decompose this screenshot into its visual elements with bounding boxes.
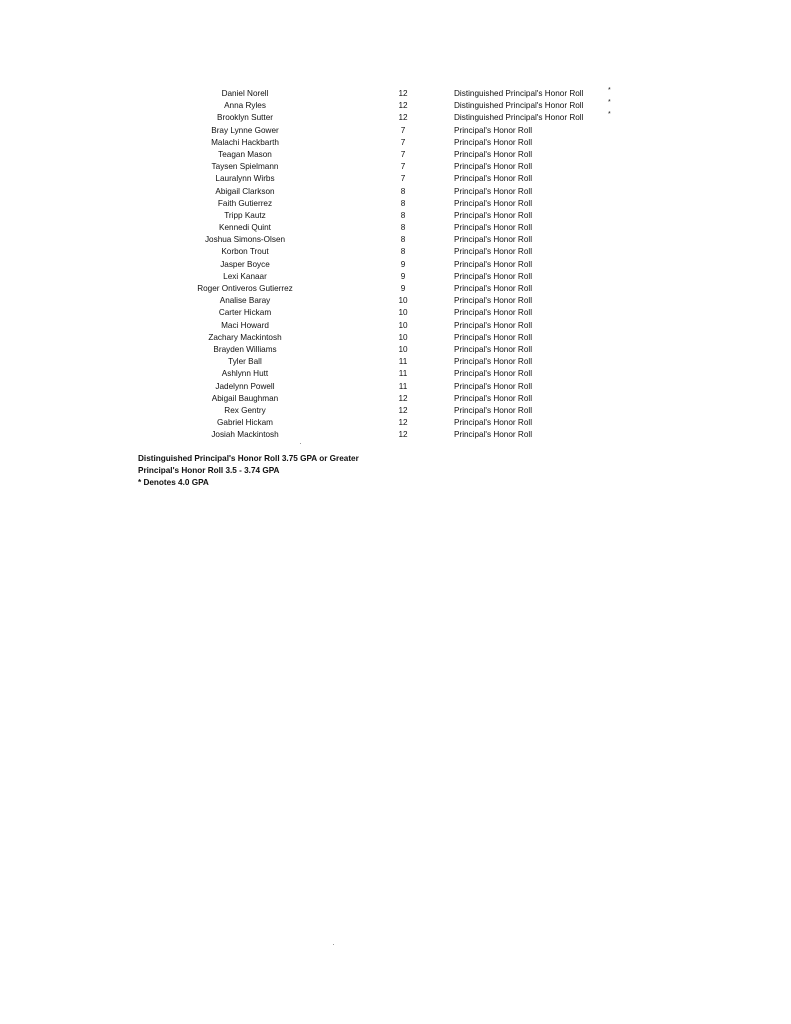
student-award: Principal's Honor Roll [454,332,533,342]
student-row [180,149,630,161]
student-award: Principal's Honor Roll [454,381,533,391]
student-award: Principal's Honor Roll [454,369,533,379]
honor-roll-list [180,88,630,441]
student-award: Principal's Honor Roll [454,137,533,147]
student-grade: 12 [398,405,408,415]
student-row [180,137,630,149]
student-row [180,173,630,185]
student-award: Principal's Honor Roll [454,149,533,159]
student-grade: 10 [398,296,408,306]
scan-speck [333,944,334,945]
student-row [180,271,630,283]
student-grade: 11 [398,369,408,379]
student-award: Principal's Honor Roll [454,198,533,208]
student-grade: 11 [398,381,408,391]
student-row [180,344,630,356]
student-row [180,381,630,393]
student-award: Principal's Honor Roll [454,186,533,196]
student-grade: 9 [400,271,406,281]
student-grade: 8 [400,247,406,257]
student-row [180,112,630,124]
student-row [180,186,630,198]
student-grade: 10 [398,344,408,354]
student-grade: 7 [400,125,406,135]
student-name: Gabriel Hickam [217,418,273,428]
student-name: Abigail Baughman [211,393,279,403]
scan-speck [300,443,301,444]
student-award: Principal's Honor Roll [454,393,533,403]
student-grade: 12 [398,430,408,440]
student-row [180,368,630,380]
student-award: Principal's Honor Roll [454,125,533,135]
student-award: Principal's Honor Roll [454,308,533,318]
student-row [180,161,630,173]
student-award: Principal's Honor Roll [454,405,533,415]
legend-asterisk: * Denotes 4.0 GPA [138,478,209,488]
student-row [180,88,630,100]
student-grade: 12 [398,113,408,123]
student-name: Faith Gutierrez [217,198,273,208]
student-name: Ashlynn Hutt [221,369,269,379]
student-name: Carter Hickam [218,308,272,318]
student-row [180,100,630,112]
student-name: Bray Lynne Gower [211,125,279,135]
student-award: Principal's Honor Roll [454,271,533,281]
student-grade: 7 [400,137,406,147]
student-row [180,222,630,234]
student-name: Brooklyn Sutter [217,113,273,123]
student-grade: 10 [398,332,408,342]
student-row [180,295,630,307]
student-award: Principal's Honor Roll [454,344,533,354]
student-grade: 7 [400,149,406,159]
student-name: Zachary Mackintosh [208,332,282,342]
student-award: Principal's Honor Roll [454,223,533,233]
student-name: Tyler Ball [228,357,262,367]
student-name: Taysen Spielmann [211,162,279,172]
student-row [180,405,630,417]
student-grade: 7 [400,174,406,184]
student-grade: 8 [400,186,406,196]
student-award: Principal's Honor Roll [454,320,533,330]
student-name: Tripp Kautz [224,210,266,220]
student-grade: 10 [398,320,408,330]
student-award: Distinguished Principal's Honor Roll [454,89,584,98]
student-row [180,417,630,429]
student-grade: 8 [400,235,406,245]
student-grade: 12 [398,393,408,403]
student-award: Principal's Honor Roll [454,247,533,257]
student-grade: 12 [398,418,408,428]
student-grade: 9 [400,284,406,293]
student-award: Distinguished Principal's Honor Roll [454,101,584,111]
student-name: Jasper Boyce [220,259,270,269]
student-name: Lexi Kanaar [223,271,267,281]
four-point-gpa-mark: * [608,99,611,107]
student-award: Principal's Honor Roll [454,418,533,428]
student-grade: 12 [398,89,408,98]
student-award: Principal's Honor Roll [454,430,533,440]
student-name: Daniel Norell [221,89,269,98]
student-row [180,307,630,319]
student-name: Abigail Clarkson [215,186,275,196]
student-grade: 11 [398,357,408,367]
student-name: Korbon Trout [221,247,269,257]
student-name: Malachi Hackbarth [211,137,279,147]
student-row [180,125,630,137]
student-row [180,198,630,210]
student-row [180,429,630,441]
student-grade: 8 [400,223,406,233]
student-name: Kennedi Quint [219,223,271,233]
student-name: Maci Howard [221,320,269,330]
student-name: Teagan Mason [218,149,272,159]
student-grade: 10 [398,308,408,318]
legend-distinguished: Distinguished Principal's Honor Roll 3.75 GPA or Greater [138,454,359,463]
student-row [180,259,630,271]
student-award: Principal's Honor Roll [454,162,533,172]
student-grade: 7 [400,162,406,172]
student-award: Principal's Honor Roll [454,296,533,306]
legend [138,453,359,490]
student-award: Principal's Honor Roll [454,235,533,245]
student-grade: 8 [400,198,406,208]
student-name: Roger Ontiveros Gutierrez [197,284,293,293]
student-grade: 9 [400,259,406,269]
student-award: Principal's Honor Roll [454,174,533,184]
student-name: Analise Baray [219,296,271,306]
student-award: Principal's Honor Roll [454,357,533,367]
student-name: Jadelynn Powell [215,381,275,391]
student-award: Distinguished Principal's Honor Roll [454,113,584,123]
student-award: Principal's Honor Roll [454,210,533,220]
student-grade: 8 [400,210,406,220]
student-name: Brayden Williams [213,344,277,354]
student-row [180,356,630,368]
four-point-gpa-mark: * [608,111,611,119]
student-row [180,332,630,344]
student-award: Principal's Honor Roll [454,284,533,293]
four-point-gpa-mark: * [608,87,611,94]
student-grade: 12 [398,101,408,111]
student-name: Josiah Mackintosh [211,430,279,440]
student-row [180,234,630,246]
legend-principal: Principal's Honor Roll 3.5 - 3.74 GPA [138,466,280,476]
student-row [180,246,630,258]
student-row [180,320,630,332]
student-award: Principal's Honor Roll [454,259,533,269]
student-name: Rex Gentry [224,405,266,415]
student-name: Anna Ryles [224,101,266,111]
student-row [180,210,630,222]
student-row [180,283,630,295]
student-row [180,393,630,405]
student-name: Joshua Simons-Olsen [204,235,286,245]
student-name: Lauralynn Wirbs [215,174,275,184]
